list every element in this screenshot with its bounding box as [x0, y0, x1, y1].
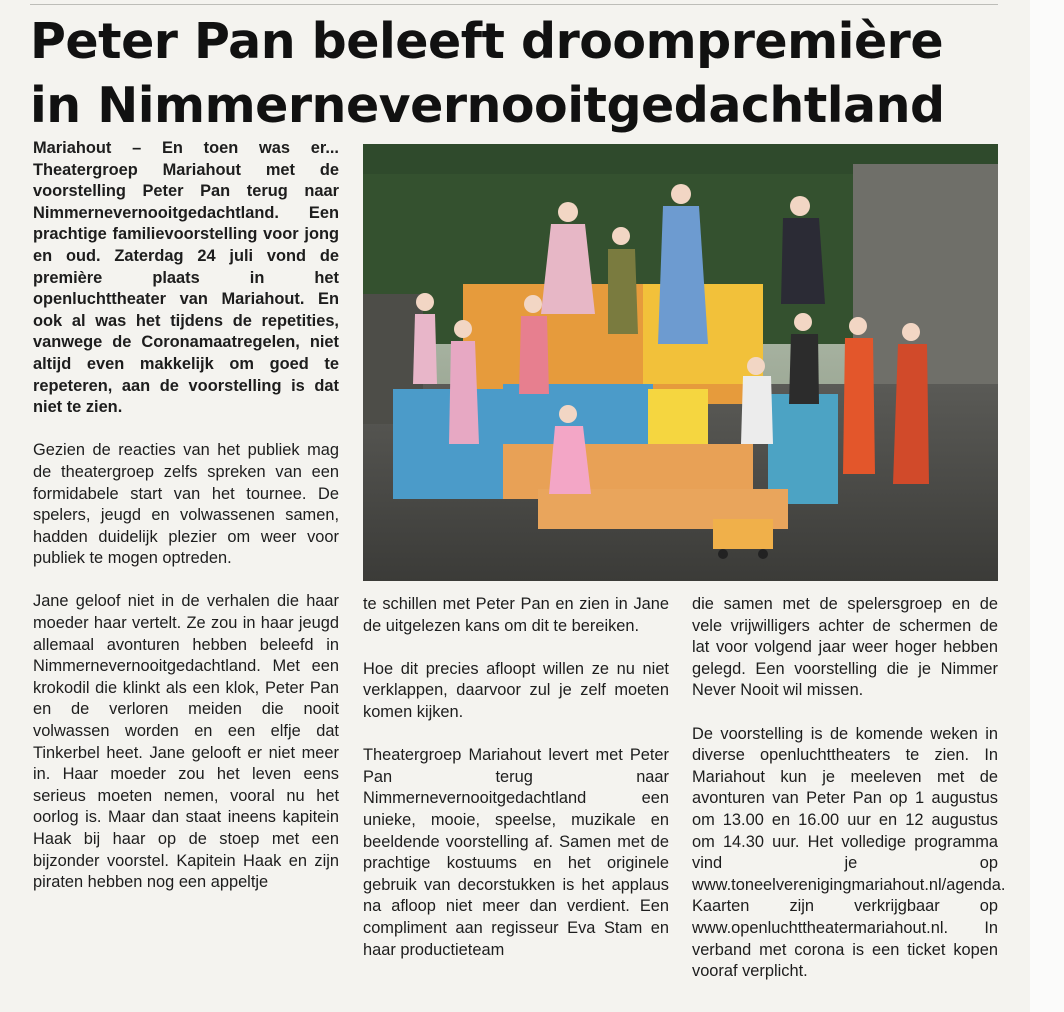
- column-middle: [363, 594, 669, 983]
- headline: [30, 10, 1030, 138]
- paragraph-3: Jane geloof niet in de verhalen die haar moeder haar vertelt. Ze zou in haar jeugd allemaal avonturen hebben beleefd in Nimmernevernooitgedachtland. Met een krokodil die klinkt als een klok, Peter Pan en de verloren meiden die nooit volwassen worden en een elfje dat Tinkerbel heet. Jane gelooft er niet meer in. Haar moeder zou het leven eens serieus moeten nemen, vooral nu het oorlog is. Maar dan staat ineens kapitein Haak bij haar op de stoep met een bijzonder voorstel. Kapitein Haak en zijn piraten hebben nog een appeltje: [33, 592, 339, 892]
- lead-paragraph: Mariahout – En toen was er... Theatergroep Mariahout met de voorstelling Peter Pan terug naar Nimmernevernooitgedachtland. Een prachtige familievoorstelling voor jong en oud. Zaterdag 24 juli vond de première plaats in het openluchttheater van Mariahout. En ook al was het tijdens de repetities, vanwege de Coronamaatregelen, niet altijd even makkelijk om goed te repeteren, aan de voorstelling is dat niet te zien.: [33, 139, 339, 417]
- page-margin: [1030, 0, 1064, 1012]
- paragraph-4: te schillen met Peter Pan en zien in Jane de uitgelezen kans om dit te bereiken.: [363, 595, 669, 635]
- paragraph-7: die samen met de spelersgroep en de vele vrijwilligers achter de schermen de lat voor volgend jaar weer hoger hebben gelegd. Een voorstelling die je Nimmer Never Nooit wil missen.: [692, 595, 998, 700]
- column-left: [33, 138, 339, 915]
- headline-line-1: Peter Pan beleeft droompremière: [30, 13, 944, 70]
- paragraph-2: Gezien de reacties van het publiek mag de theatergroep zelfs spreken van een formidabele start van het tournee. De spelers, jeugd en volwassenen samen, hadden duidelijk plezier om weer voor publiek te mogen optreden.: [33, 441, 339, 568]
- headline-line-2: in Nimmernevernooitgedachtland: [30, 77, 945, 134]
- paragraph-6: Theatergroep Mariahout levert met Peter Pan terug naar Nimmernevernooitgedachtland een unieke, mooie, speelse, muzikale en beeldende voorstelling af. Samen met de prachtige kostuums en het originele gebruik van decorstukken is het applaus na afloop niet meer dan verdient. Een compliment aan regisseur Eva Stam en haar productieteam: [363, 746, 669, 959]
- paragraph-5: Hoe dit precies afloopt willen ze nu niet verklappen, daarvoor zul je zelf moeten komen kijken.: [363, 659, 669, 721]
- column-right: [692, 594, 1006, 1004]
- paragraph-8: De voorstelling is de komende weken in diverse openluchttheaters te zien. In Mariahout kun je meeleven met de avonturen van Peter Pan op 1 augustus om 13.00 en 16.00 uur en 12 augustus om 14.30 uur. Het volledige programma vind je op www.toneelverenigingmariahout.nl/agenda. Kaarten zijn verkrijgbaar op www.openluchttheatermariahout.nl. In verband met corona is een ticket kopen vooraf verplicht.: [692, 724, 1006, 981]
- top-rule: [30, 4, 998, 5]
- cast-photo: [363, 144, 998, 581]
- cast-photo-illustration: [363, 144, 998, 581]
